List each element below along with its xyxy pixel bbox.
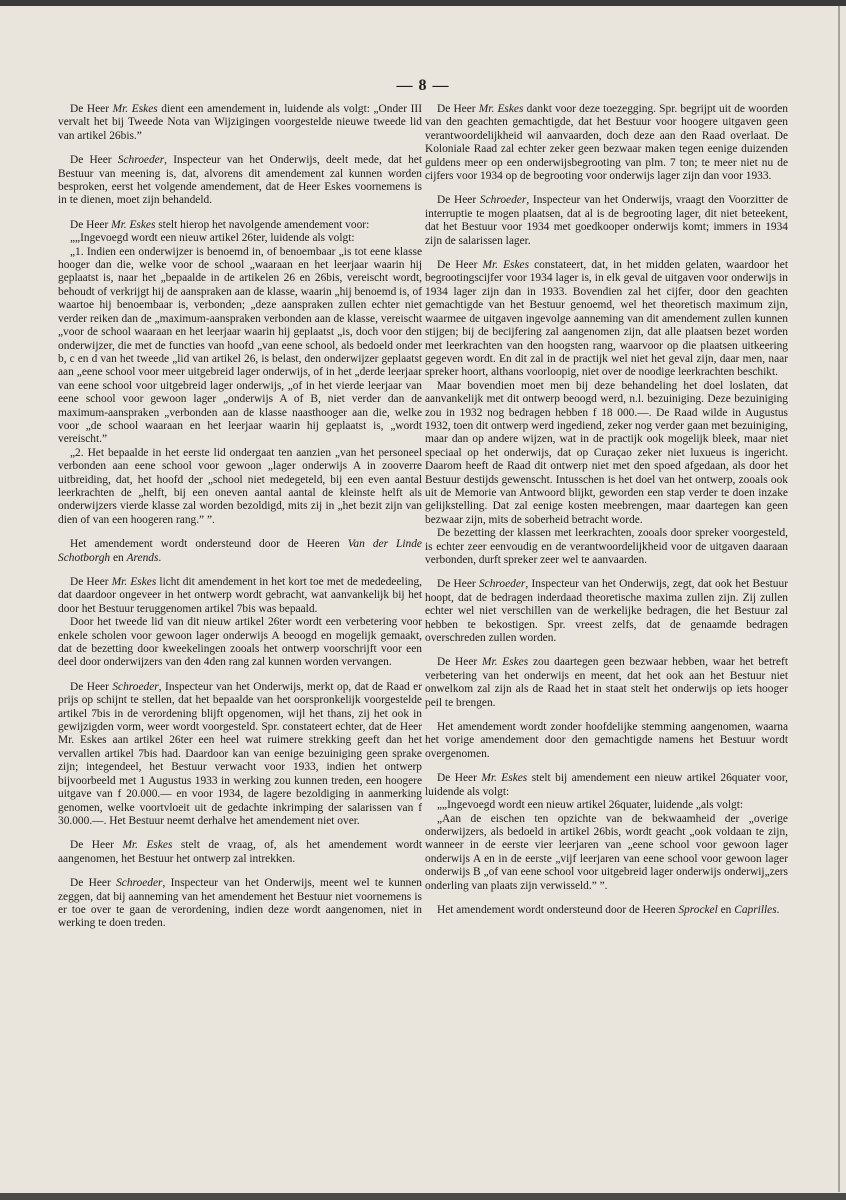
paragraph: De Heer Schroeder, Inspecteur van het Onderwijs, vraagt den Voorzitter de interruptie te mogen plaatsen, dat al is de begrooting lager, dit niet beteekent, dat het Bestuur voor 1934 met goedkooper onderwijs komt; immers in 1934 zijn de salarissen lager. xyxy=(425,194,788,247)
page-number: — 8 — xyxy=(396,77,450,94)
paragraph: Het amendement wordt ondersteund door de Heeren Van der Linde Schotborgh en Arends. xyxy=(58,538,422,564)
paragraph: De Heer Mr. Eskes zou daartegen geen bezwaar hebben, waar het betreft verbetering van het onderwijs en meent, dat het ook aan het Bestuur niet onwelkom zal zijn als de Raad het in staat stelt het onderwijs op iets hooger peil te brengen. xyxy=(425,656,788,709)
paragraph: De Heer Mr. Eskes licht dit amendement in het kort toe met de mededeeling, dat daardoor ongeveer in het ontwerp wordt gebracht, wat aanvankelijk bij het door het Bestuur teruggenomen artikel 7bis was bepaald. xyxy=(58,576,422,615)
paragraph: De Heer Schroeder, Inspecteur van het Onderwijs, meent wel te kunnen zeggen, dat bij aanneming van het amendement het Bestuur niet voornemens is er toe over te gaan de verordening, indien deze wordt aangenomen, niet in werking te doen treden. xyxy=(58,877,423,930)
quoted-article-paragraph: „1. Indien een onderwijzer is benoemd in, of benoembaar „is tot eene klasse hooger dan die, welke voor de school „waaraan en het leerjaar waarin hij geplaatst is, naar het „bepaalde in de artikelen 26 en 26bis, vereischt wordt, behoudt of verkrijgt hij de aanspraken aan de klasse, waarin „hij benoemd is, of waartoe hij benoembaar is, verbonden; „deze aanspraken zullen echter niet verder reiken dan de „maximum-aanspraken verbonden aan de klasse, vereischt „voor de school waaraan en het leerjaar waarin hij geplaatst „is, doch voor den onderwijzer, die met de functies van hoofd „van eene school, als bedoeld onder b, c en d van het tweede „lid van artikel 26, is belast, den onderwijzer geplaatst aan „eene school voor meer uitgebreid lager onderwijs, of in het „derde leerjaar van eene school voor uitgebreid lager onderwijs, „of in het vierde leerjaar van eene school voor gewoon lager „onderwijs A of B, niet verder dan de maximum-aanspraken „verbonden aan de klasse naasthooger aan die, welke voor „de school waaraan en het leerjaar waarin hij geplaatst is, „wordt vereischt.” xyxy=(58,245,422,446)
paragraph: Het amendement wordt zonder hoofdelijke stemming aangenomen, waarna het vorige amendement door den gemachtigde namens het Bestuur wordt overgenomen. xyxy=(425,721,788,760)
paragraph: De Heer Mr. Eskes constateert, dat, in het midden gelaten, waardoor het begrootingscijfer voor 1934 lager is, in elk geval de uitgaven voor onderwijs in 1934 lager zijn dan in 1933. Bovendien zal het cijfer, door den geachten gemachtigde van het Bestuur genoemd, wel het theoretisch maximum zijn, waarmee de uitgaven ingevolge aanneming van dit amendement zullen kunnen stijgen; bij de becijfering zal aangenomen zijn, dat alle plaatsen bezet worden met leerkrachten van den hoogsten rang, waarvoor op die plaatsen uitkeering gegeven wordt. En dit zal in de practijk wel niet het geval zijn, daar men, naar spreker hoort, althans voorloopig, niet over de noodige leerkrachten beschikt. xyxy=(425,259,789,379)
paragraph: De Heer Schroeder, Inspecteur van het Onderwijs, deelt mede, dat het Bestuur van meening is, dat, alvorens dit amendement zal kunnen worden besproken, eerst het volgende amendement, dat de Heer Eskes voornemens is in te dienen, moet zijn behandeld. xyxy=(58,154,422,207)
paragraph: De Heer Schroeder, Inspecteur van het Onderwijs, merkt op, dat de Raad er prijs op schijnt te stellen, dat het bepaalde van het oorspronkelijk voorgestelde artikel 7bis in de verordening blijft opgenomen, wijl het thans, zij het ook in gewijzigden vorm, weer wordt voorgesteld. Spr. constateert echter, dat de Heer Mr. Eskes aan artikel 26ter een heel wat ruimere strekking geeft dan het vervallen artikel 7bis had. Daardoor kan van eenige bezuiniging geen sprake zijn; integendeel, het Bestuur verwacht voor 1933, indien het ontwerp bijvoorbeeld met 1 Augustus 1933 in werking zou kunnen treden, een hoogere uitgave van f 20.000.— en voor 1934, de lagere bezoldiging in aanmerking genomen, welke voortvloeit uit de gedachte inkrimping der salarissen van f 30.000.—. Het Bestuur neemt derhalve het amendement niet over. xyxy=(58,680,423,827)
paragraph: Het amendement wordt ondersteund door de Heeren Sprockel en Caprilles. xyxy=(437,903,780,916)
scan-right-shadow xyxy=(838,6,840,1192)
paragraph: Door het tweede lid van dit nieuw artikel 26ter wordt een verbetering voor enkele scholen voor gewoon lager onderwijs A beoogd en mogelijk gemaakt, dat de bezetting door kweekelingen zooals het ontwerp voorschrijft voor een deel door onderwijzers van den 4den rang zal kunnen worden vervangen. xyxy=(58,616,422,669)
quoted-article-paragraph: „„Ingevoegd wordt een nieuw artikel 26quater, luidende „als volgt: xyxy=(437,799,744,812)
paragraph: De Heer Mr. Eskes dankt voor deze toezegging. Spr. begrijpt uit de woorden van den geachten gemachtigde, dat het Bestuur voor hoogere uitgaven geen verantwoordelijkheid wil aanvaarden, doch deze aan den Raad overlaat. De Koloniale Raad zal echter zeker geen bezwaar maken tegen eenige duizenden guldens meer op een onderwijsbegrooting van plm. 7 ton; te meer niet nu de cijfers voor 1934 op de begrooting voor onderwijs lager zijn dan voor 1933. xyxy=(425,103,788,183)
paragraph: Maar bovendien moet men bij deze behandeling het doel loslaten, dat aanvankelijk met dit ontwerp beoogd werd, n.l. bezuiniging. Deze bezuiniging zou in 1932 nog bedragen hebben f 18 000.—. De Raad wilde in Augustus 1932, toen dit ontwerp werd ingediend, zeker nog verder gaan met bezuiniging, maar dan op andere wijzen, wat in de practijk ook mogelijk bleek, maar niet speciaal op het onderwijs, dat op Curaçao zeker niet luxueus is ingericht. Daarom heeft de Raad dit ontwerp niet met den spoed afgedaan, als door het Bestuur destijds gewenscht. Intusschen is het doel van het ontwerp, zooals ook uit de Memorie van Antwoord blijkt, geworden een stap verder te doen inzake gelijkstelling. Dat zal eenige kosten meebrengen, maar daartegen kan geen bezwaar zijn, mits de soberheid betracht worde. xyxy=(425,379,788,526)
quoted-article-paragraph: „2. Het bepaalde in het eerste lid ondergaat ten aanzien „van het personeel verbonden aan eene school voor gewoon „lager onderwijs A in zooverre uitbreiding, dat, het hoofd der „school niet medegeteld, bij een even aantal leerkrachten de „helft, bij een oneven aantal aantal de kleinste helft als onderwijzers vierde klasse zal worden bezoldigd, mits zij in „het bezit zijn van dien of van een hoogeren rang.” ”. xyxy=(58,446,422,526)
paragraph: De Heer Mr. Eskes stelt de vraag, of, als het amendement wordt aangenomen, het Bestuur het ontwerp zal intrekken. xyxy=(58,839,422,865)
paragraph: De Heer Schroeder, Inspecteur van het Onderwijs, zegt, dat ook het Bestuur hoopt, dat de bedragen inderdaad theoretische maxima zullen zijn. Zij zullen echter wel niet verschillen van de werkelijke bedragen, die het Bestuur zal hebben te bekostigen. Spr. vreest zelfs, dat de genaamde bedragen overschreden zullen worden. xyxy=(425,578,788,645)
paragraph: De bezetting der klassen met leerkrachten, zooals door spreker voorgesteld, is echter zeer eenvoudig en de verantwoordelijkheid voor de uitgaven daaraan verbonden, durft spreker zeer wel te aanvaarden. xyxy=(425,527,788,566)
scan-bottom-edge xyxy=(0,1193,846,1200)
paragraph: De Heer Mr. Eskes dient een amendement in, luidende als volgt: „Onder III vervalt het bij Tweede Nota van Wijzigingen voorgestelde nieuwe tweede lid van artikel 26bis.” xyxy=(58,103,423,142)
right-column xyxy=(425,103,788,928)
scan-top-edge xyxy=(0,0,846,6)
paragraph: De Heer Mr. Eskes stelt bij amendement een nieuw artikel 26quater voor, luidende als volgt: xyxy=(425,772,788,798)
paragraph: „„Ingevoegd wordt een nieuw artikel 26ter, luidende als volgt: xyxy=(70,232,355,245)
quoted-article-paragraph: „Aan de eischen ten opzichte van de bekwaamheid der „overige onderwijzers, als bedoeld in artikel 26bis, wordt geacht „ook voldaan te zijn, wanneer in de eerste vier leerjaren van „eene school voor gewoon lager onderwijs A en in de eerste „vijf leerjaren van eene school voor gewoon lager onderwijs B „of van eene school voor uitgebreid lager onderwijs onderwij„zers onderling van plaats zijn verwisseld.” ”. xyxy=(425,812,788,892)
paragraph: De Heer Mr. Eskes stelt hierop het navolgende amendement voor: xyxy=(70,218,370,231)
left-column xyxy=(58,103,422,942)
